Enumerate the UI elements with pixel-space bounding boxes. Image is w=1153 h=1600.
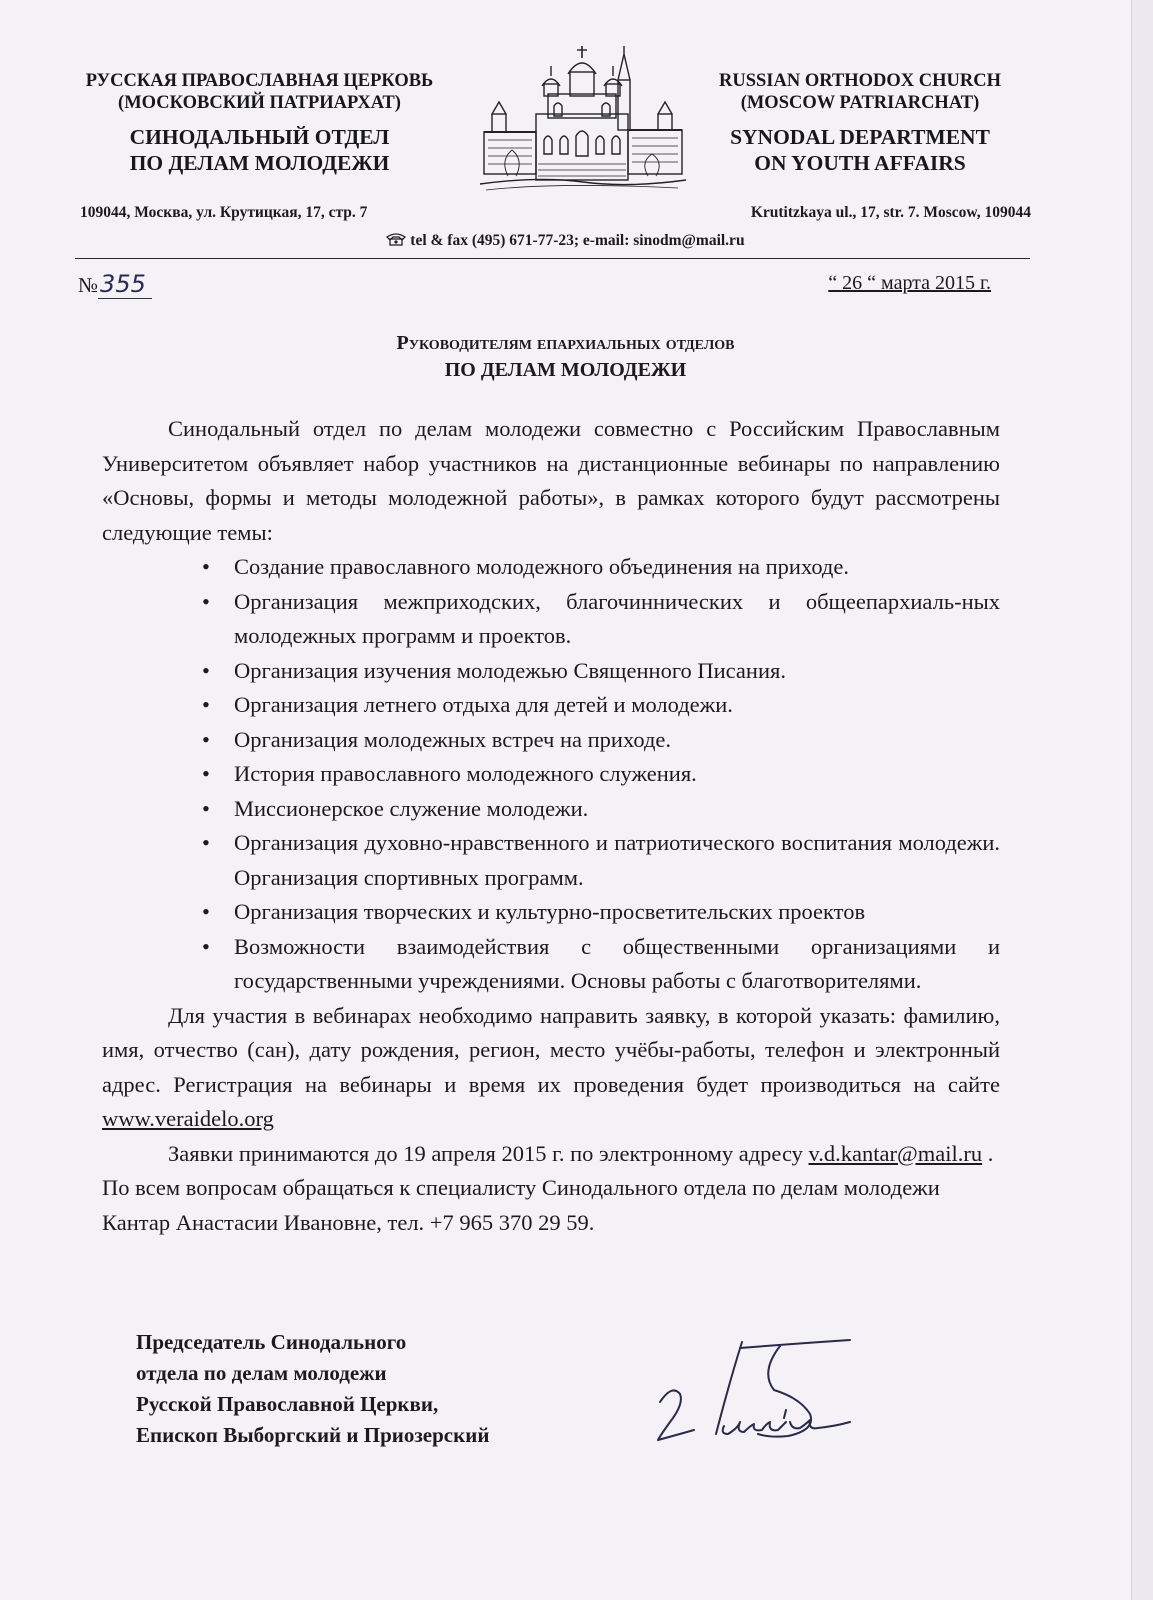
- list-item: • Создание православного молодежного объединения на приходе.: [202, 554, 849, 579]
- list-item: • Организация духовно-нравственного и патриотического воспитания молодежи. Организация спортивных программ.: [202, 830, 1000, 890]
- email-link[interactable]: v.d.kantar@mail.ru: [808, 1140, 983, 1166]
- contact-text: tel & fax (495) 671-77-23; e-mail: sinodm@mail.ru: [410, 232, 745, 249]
- signatory-line-1: Председатель Синодального: [136, 1330, 407, 1354]
- signatory-block: [136, 1327, 489, 1451]
- signatory-line-3: Русской Православной Церкви,: [136, 1392, 439, 1416]
- header-ru: [62, 70, 457, 176]
- list-item: • Возможности взаимодействия с общественными организациями и государственными учреждениями. Основы работы с благотворителями.: [202, 933, 1000, 993]
- header-en: [690, 70, 1030, 176]
- list-item: • Организация изучения молодежью Священного Писания.: [202, 657, 786, 683]
- list-item: • Организация летнего отдыха для детей и молодежи.: [202, 692, 733, 717]
- address-en: Krutitzkaya ul., 17, str. 7. Moscow, 109044: [750, 204, 1031, 221]
- dept-name-en-2: ON YOUTH AFFAIRS: [754, 151, 966, 175]
- number-prefix: №: [78, 273, 99, 297]
- list-item: • Организация молодежных встреч на приходе.: [202, 726, 672, 752]
- signatory-line-2: отдела по делам молодежи: [136, 1361, 387, 1385]
- address-ru: 109044, Москва, ул. Крутицкая, 17, стр. 7: [80, 204, 368, 221]
- org-sub-ru: (МОСКОВСКИЙ ПАТРИАРХАТ): [118, 93, 401, 113]
- signatory-line-4: Епископ Выборгский и Приозерский: [136, 1423, 490, 1447]
- handwritten-signature: [650, 1330, 870, 1460]
- list-item: • История православного молодежного служения.: [202, 761, 697, 786]
- website-link[interactable]: www.veraidelo.org: [102, 1106, 274, 1131]
- addressee-line-1: Руководителям епархиальных отделов: [396, 332, 735, 354]
- header-divider: [75, 258, 1030, 259]
- org-name-ru: РУССКАЯ ПРАВОСЛАВНАЯ ЦЕРКОВЬ: [85, 71, 434, 91]
- participation-paragraph: Для участия в вебинарах необходимо направить заявку, в которой указать: фамилию, имя, отчество (сан), дату рождения, регион, место учёбы-работы, телефон и электронный адрес. Регистрация на вебинары и время их проведения будет производиться на сайте www.veraidelo.org: [102, 1002, 1000, 1131]
- letter-body: [102, 412, 1000, 1240]
- intro-paragraph: Синодальный отдел по делам молодежи совместно с Российским Православным Университетом объявляет набор участников на дистанционные вебинары по направлению «Основы, формы и методы молодежной работы», в рамках которого будут рассмотрены следующие темы:: [102, 416, 1000, 545]
- list-item: • Миссионерское служение молодежи.: [202, 795, 589, 821]
- contact-line: [0, 232, 1131, 250]
- number-value: 355: [98, 270, 152, 299]
- telephone-icon: [386, 232, 406, 246]
- church-logo-icon: [478, 44, 688, 192]
- list-item: • Организация творческих и культурно-просветительских проектов: [202, 899, 866, 924]
- addressee-line-2: ПО ДЕЛАМ МОЛОДЕЖИ: [444, 359, 687, 381]
- list-item: • Организация межприходских, благочиннических и общеепархиаль-ных молодежных программ и проектов.: [202, 588, 1000, 648]
- org-sub-en: (MOSCOW PATRIARCHAT): [740, 93, 980, 113]
- org-name-en: RUSSIAN ORTHODOX CHURCH: [718, 71, 1002, 91]
- dept-name-en-1: SYNODAL DEPARTMENT: [730, 125, 990, 149]
- dept-name-ru-1: СИНОДАЛЬНЫЙ ОТДЕЛ: [129, 125, 390, 149]
- document-number: [78, 270, 152, 298]
- date-text: “ 26 “ марта 2015 г.: [828, 272, 991, 294]
- dept-name-ru-2: ПО ДЕЛАМ МОЛОДЕЖИ: [129, 151, 390, 175]
- addressee-block: [0, 330, 1131, 384]
- deadline-paragraph: Заявки принимаются до 19 апреля 2015 г. по электронному адресу v.d.kantar@mail.ru . По всем вопросам обращаться к специалисту Синодального отдела по делам молодежи Кантар Анастасии Ивановне, тел. +7 965 370 29 59.: [102, 1140, 994, 1235]
- document-date: [828, 272, 991, 295]
- topics-list: [102, 550, 1000, 999]
